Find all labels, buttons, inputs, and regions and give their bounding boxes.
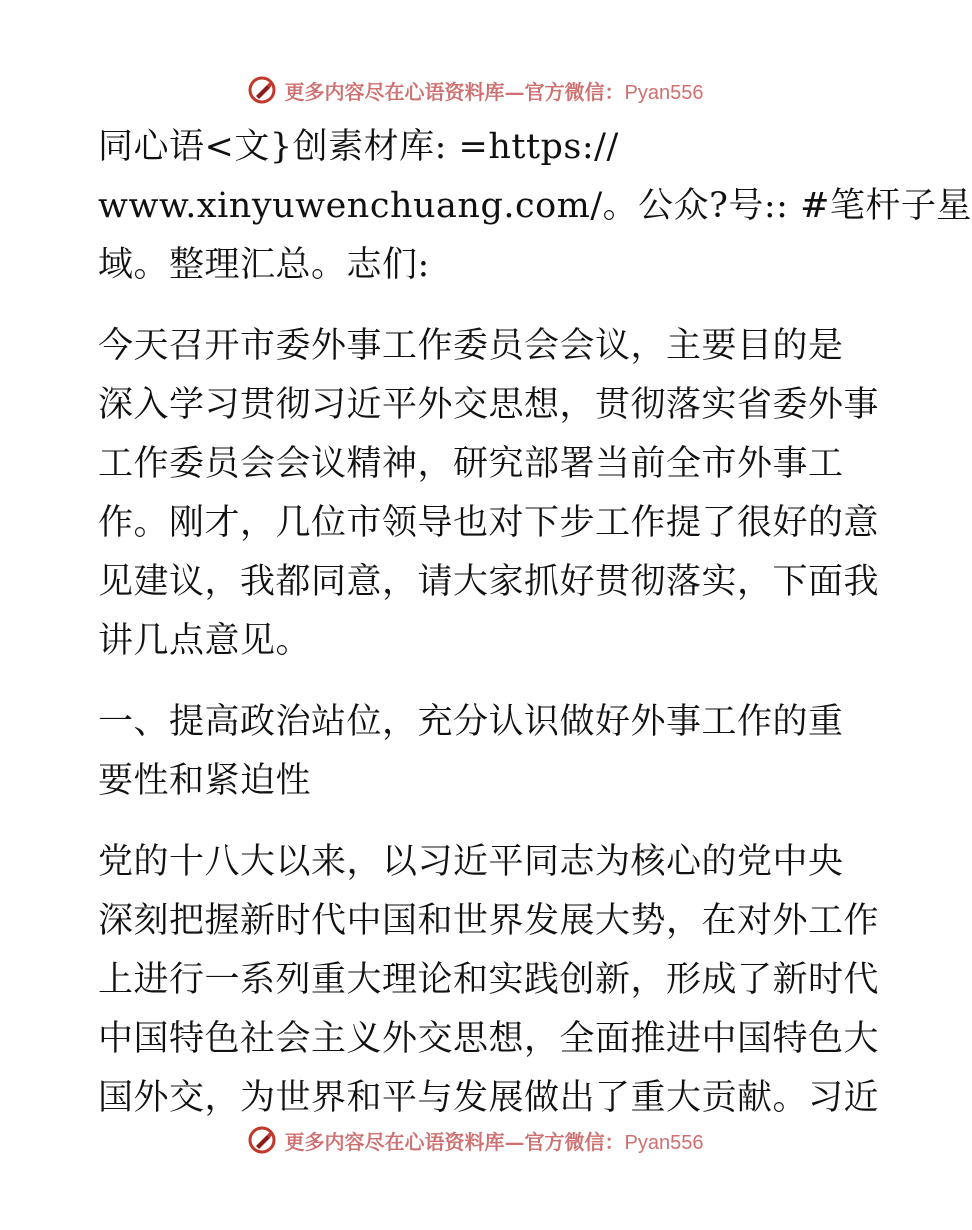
header-banner-handle: Pyan556	[624, 81, 704, 104]
header-banner-label: 官方微信：	[524, 79, 625, 104]
text-line: 见建议，我都同意，请大家抓好贯彻落实，下面我	[98, 562, 880, 602]
text-line: www.xinyuwenchuang.com/。公众?号:: #笔杆子星	[98, 186, 972, 226]
footer-banner-main: 更多内容尽在心语资料库	[284, 1129, 505, 1154]
header-banner	[0, 70, 950, 110]
text-line: 国外交，为世界和平与发展做出了重大贡献。习近	[98, 1078, 880, 1118]
text-line: 今天召开市委外事工作委员会会议，主要目的是	[98, 326, 844, 366]
text-line: 作。刚才，几位市领导也对下步工作提了很好的意	[98, 503, 880, 543]
footer-banner-label: 官方微信：	[524, 1129, 625, 1154]
footer-banner-sep: —	[504, 1129, 525, 1154]
header-banner-main: 更多内容尽在心语资料库	[284, 79, 505, 104]
text-line: 深入学习贯彻习近平外交思想，贯彻落实省委外事	[98, 385, 880, 425]
header-banner-text	[285, 76, 704, 105]
header-banner-sep: —	[504, 79, 525, 104]
text-line: 党的十八大以来，以习近平同志为核心的党中央	[98, 842, 844, 882]
footer-banner-text	[285, 1126, 704, 1155]
text-line: 工作委员会会议精神，研究部署当前全市外事工	[98, 444, 844, 484]
section-heading-1	[98, 693, 854, 811]
text-line: 同心语<文}创素材库: =https://	[98, 127, 619, 167]
paragraph-intro	[98, 118, 972, 295]
paragraph-opening	[98, 317, 880, 671]
text-line: 要性和紧迫性	[98, 761, 312, 801]
text-line: 深刻把握新时代中国和世界发展大势，在对外工作	[98, 901, 880, 941]
footer-banner-handle: Pyan556	[624, 1131, 704, 1154]
paragraph-section-1-body	[98, 833, 880, 1128]
red-brush-logo-icon	[247, 1125, 277, 1155]
text-line: 中国特色社会主义外交思想，全面推进中国特色大	[98, 1019, 880, 1059]
text-line: 上进行一系列重大理论和实践创新，形成了新时代	[98, 960, 880, 1000]
document-body	[98, 118, 972, 1150]
text-line: 域。整理汇总。志们:	[98, 245, 430, 285]
footer-banner	[0, 1120, 950, 1160]
red-brush-logo-icon	[247, 75, 277, 105]
text-line: 讲几点意见。	[98, 621, 312, 661]
text-line: 一、提高政治站位，充分认识做好外事工作的重	[98, 702, 844, 742]
